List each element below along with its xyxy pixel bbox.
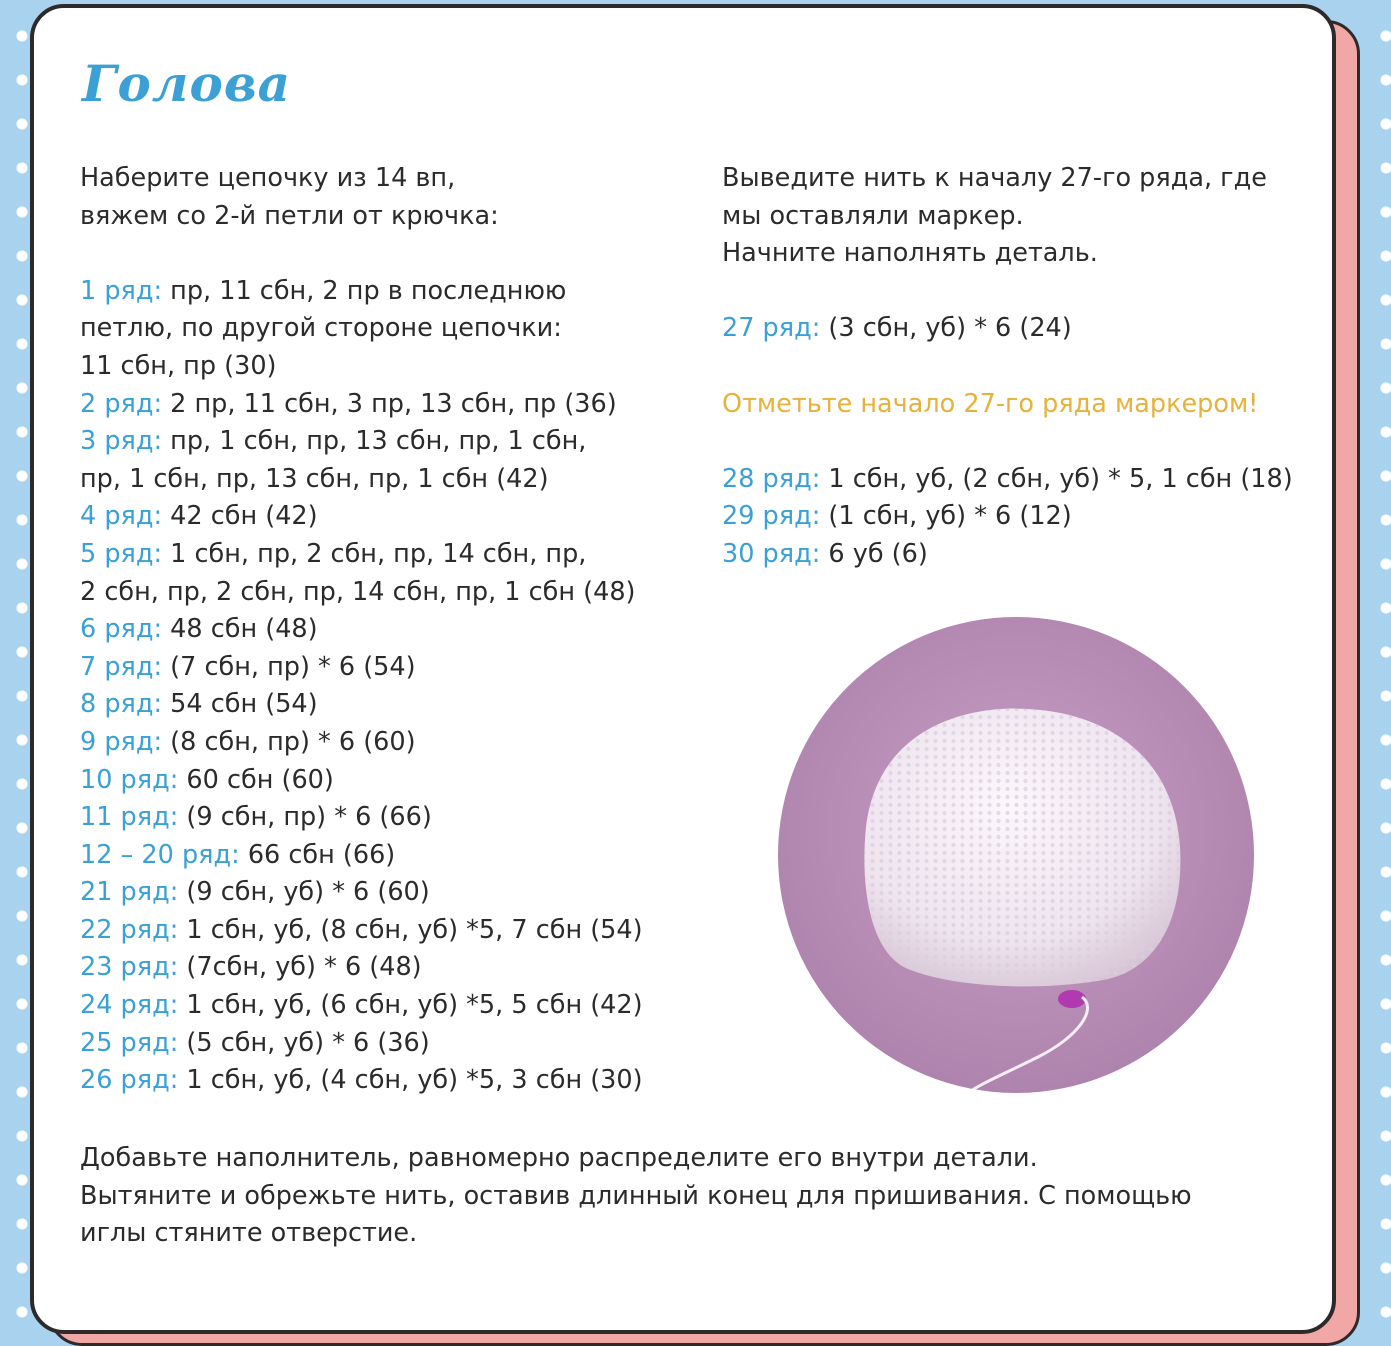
row-label: 10 ряд: [80, 764, 179, 795]
row-21 [80, 874, 720, 912]
row-label: 27 ряд: [722, 313, 821, 344]
row-label: 21 ряд: [80, 877, 179, 908]
row-label: 4 ряд: [80, 501, 163, 532]
row-text: 60 сбн (60) [178, 764, 334, 795]
row-text: (5 сбн, уб) * 6 (36) [178, 1027, 430, 1058]
row-29 [722, 498, 1322, 536]
row-text: 1 сбн, уб, (4 сбн, уб) *5, 3 сбн (30) [178, 1065, 643, 1096]
left-column [80, 160, 720, 1100]
row-1-cont: петлю, по другой стороне цепочки: [80, 313, 562, 344]
row-label: 8 ряд: [80, 689, 163, 720]
row-label: 24 ряд: [80, 990, 179, 1021]
row-label: 9 ряд: [80, 726, 163, 757]
row-28 [722, 461, 1322, 499]
row-label: 28 ряд: [722, 463, 821, 494]
row-24 [80, 987, 720, 1025]
footer-line: Вытяните и обрежьте нить, оставив длинный конец для пришивания. С помощью [80, 1180, 1192, 1211]
row-text: (7сбн, уб) * 6 (48) [178, 952, 422, 983]
row-22 [80, 912, 720, 950]
row-30 [722, 536, 1322, 574]
row-label: 26 ряд: [80, 1065, 179, 1096]
crochet-head-photo [778, 617, 1254, 1093]
row-text: 1 сбн, пр, 2 сбн, пр, 14 сбн, пр, [162, 538, 587, 569]
row-text: 6 уб (6) [820, 538, 928, 569]
row-10 [80, 762, 720, 800]
row-label: 11 ряд: [80, 802, 179, 833]
row-label: 22 ряд: [80, 914, 179, 945]
row-text: 54 сбн (54) [162, 689, 318, 720]
row-5-cont: 2 сбн, пр, 2 сбн, пр, 14 сбн, пр, 1 сбн (48) [80, 576, 636, 607]
row-26 [80, 1062, 720, 1100]
row-text: 42 сбн (42) [162, 501, 318, 532]
row-text: 1 сбн, уб, (2 сбн, уб) * 5, 1 сбн (18) [820, 463, 1293, 494]
row-23 [80, 949, 720, 987]
row-text: (8 сбн, пр) * 6 (60) [162, 726, 416, 757]
row-label: 6 ряд: [80, 614, 163, 645]
marker-note: Отметьте начало 27-го ряда маркером! [722, 388, 1259, 419]
row-text: пр, 11 сбн, 2 пр в последнюю [162, 275, 567, 306]
row-11 [80, 799, 720, 837]
row-label: 25 ряд: [80, 1027, 179, 1058]
row-4 [80, 498, 720, 536]
row-label: 30 ряд: [722, 538, 821, 569]
row-label: 29 ряд: [722, 501, 821, 532]
row-1 [80, 273, 720, 311]
row-2 [80, 386, 720, 424]
intro-line: мы оставляли маркер. [722, 200, 1024, 231]
row-5 [80, 536, 720, 574]
intro-line: вяжем со 2-й петли от крючка: [80, 200, 499, 231]
row-text: (9 сбн, уб) * 6 (60) [178, 877, 430, 908]
row-6 [80, 611, 720, 649]
row-3-cont: пр, 1 сбн, пр, 13 сбн, пр, 1 сбн (42) [80, 463, 549, 494]
right-column [722, 160, 1322, 574]
pattern-card [30, 4, 1336, 1334]
row-text: 48 сбн (48) [162, 614, 318, 645]
row-text: 1 сбн, уб, (6 сбн, уб) *5, 5 сбн (42) [178, 990, 643, 1021]
page-title: Голова [82, 54, 292, 113]
row-text: (3 сбн, уб) * 6 (24) [820, 313, 1072, 344]
row-text: пр, 1 сбн, пр, 13 сбн, пр, 1 сбн, [162, 426, 587, 457]
intro-line: Начните наполнять деталь. [722, 238, 1098, 269]
row-text: 1 сбн, уб, (8 сбн, уб) *5, 7 сбн (54) [178, 914, 643, 945]
row-text: 66 сбн (66) [239, 839, 396, 870]
finishing-instructions [80, 1140, 1300, 1253]
intro-line: Выведите нить к началу 27-го ряда, где [722, 163, 1267, 193]
row-label: 23 ряд: [80, 952, 179, 983]
row-label: 3 ряд: [80, 426, 163, 457]
row-25 [80, 1025, 720, 1063]
row-label: 7 ряд: [80, 651, 163, 682]
row-27 [722, 310, 1322, 348]
row-text: (9 сбн, пр) * 6 (66) [178, 802, 432, 833]
row-label: 12 – 20 ряд: [80, 839, 240, 870]
row-label: 2 ряд: [80, 388, 163, 419]
stitch-marker [1058, 990, 1086, 1008]
footer-line: Добавьте наполнитель, равномерно распределите его внутри детали. [80, 1143, 1038, 1173]
row-1-cont: 11 сбн, пр (30) [80, 350, 277, 381]
row-label: 5 ряд: [80, 538, 163, 569]
row-text: (1 сбн, уб) * 6 (12) [820, 501, 1072, 532]
row-8 [80, 686, 720, 724]
row-text: 2 пр, 11 сбн, 3 пр, 13 сбн, пр (36) [162, 388, 617, 419]
row-7 [80, 649, 720, 687]
row-12-20 [80, 837, 720, 875]
row-label: 1 ряд: [80, 275, 163, 306]
footer-line: иглы стяните отверстие. [80, 1218, 418, 1249]
row-3 [80, 423, 720, 461]
row-9 [80, 724, 720, 762]
row-text: (7 сбн, пр) * 6 (54) [162, 651, 416, 682]
intro-line: Наберите цепочку из 14 вп, [80, 163, 456, 193]
